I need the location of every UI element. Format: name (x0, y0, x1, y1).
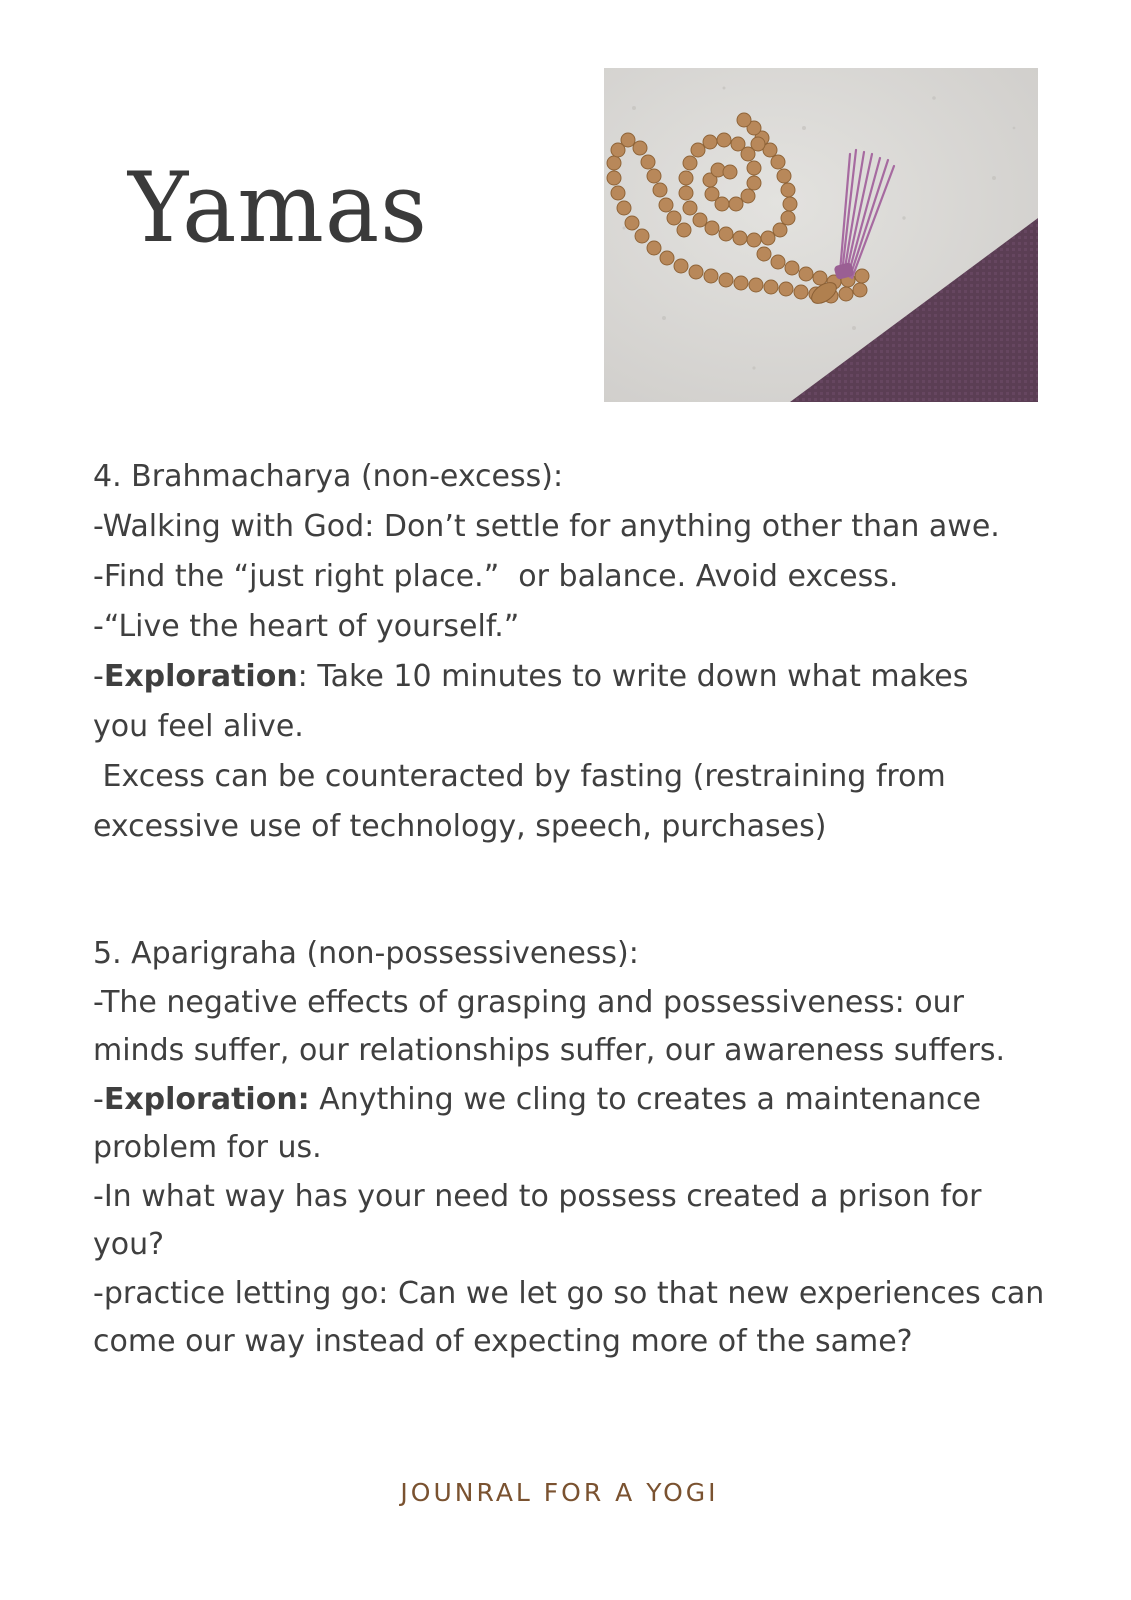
text-line: -practice letting go: Can we let go so that new experiences can (93, 1275, 1045, 1311)
text-line: minds suffer, our relationships suffer, our awareness suffers. (93, 1033, 1006, 1068)
text-line: -In what way has your need to possess created a prison for (93, 1178, 982, 1214)
body-text (93, 452, 1093, 1367)
mala-beads-photo (604, 68, 1038, 402)
text-line: you? (93, 1227, 165, 1262)
exploration-text: : Take 10 minutes to write down what makes (297, 659, 969, 694)
text-line: excessive use of technology, speech, purchases) (93, 809, 827, 844)
exploration-line (93, 1076, 1093, 1125)
exploration-label: Exploration (103, 659, 298, 694)
exploration-line (93, 652, 1093, 702)
page-footer (0, 1478, 1131, 1507)
exploration-prefix: - (93, 659, 104, 694)
page-title: Yamas (128, 152, 428, 264)
text-line: -“Live the heart of yourself.” (93, 609, 520, 644)
footer-label: JOUNRAL FOR A YOGI (400, 1478, 719, 1507)
text-line: -The negative effects of grasping and possessiveness: our (93, 984, 964, 1020)
section-brahmacharya (93, 452, 1093, 852)
section-heading: 4. Brahmacharya (non-excess): (93, 459, 564, 494)
text-line: -Find the “just right place.” or balance. Avoid excess. (93, 559, 899, 594)
section-aparigraha (93, 930, 1093, 1367)
exploration-prefix: - (93, 1081, 104, 1117)
text-line: you feel alive. (93, 709, 304, 744)
text-line: Excess can be counteracted by fasting (restraining from (93, 759, 946, 794)
text-line: -Walking with God: Don’t settle for anything other than awe. (93, 509, 1000, 544)
section-heading: 5. Aparigraha (non-possessiveness): (93, 936, 639, 971)
exploration-text: Anything we cling to creates a maintenance (309, 1081, 981, 1117)
text-line: come our way instead of expecting more of the same? (93, 1324, 913, 1359)
text-line: problem for us. (93, 1130, 322, 1165)
exploration-label: Exploration: (103, 1081, 310, 1117)
mala-beads-image (604, 68, 1038, 402)
